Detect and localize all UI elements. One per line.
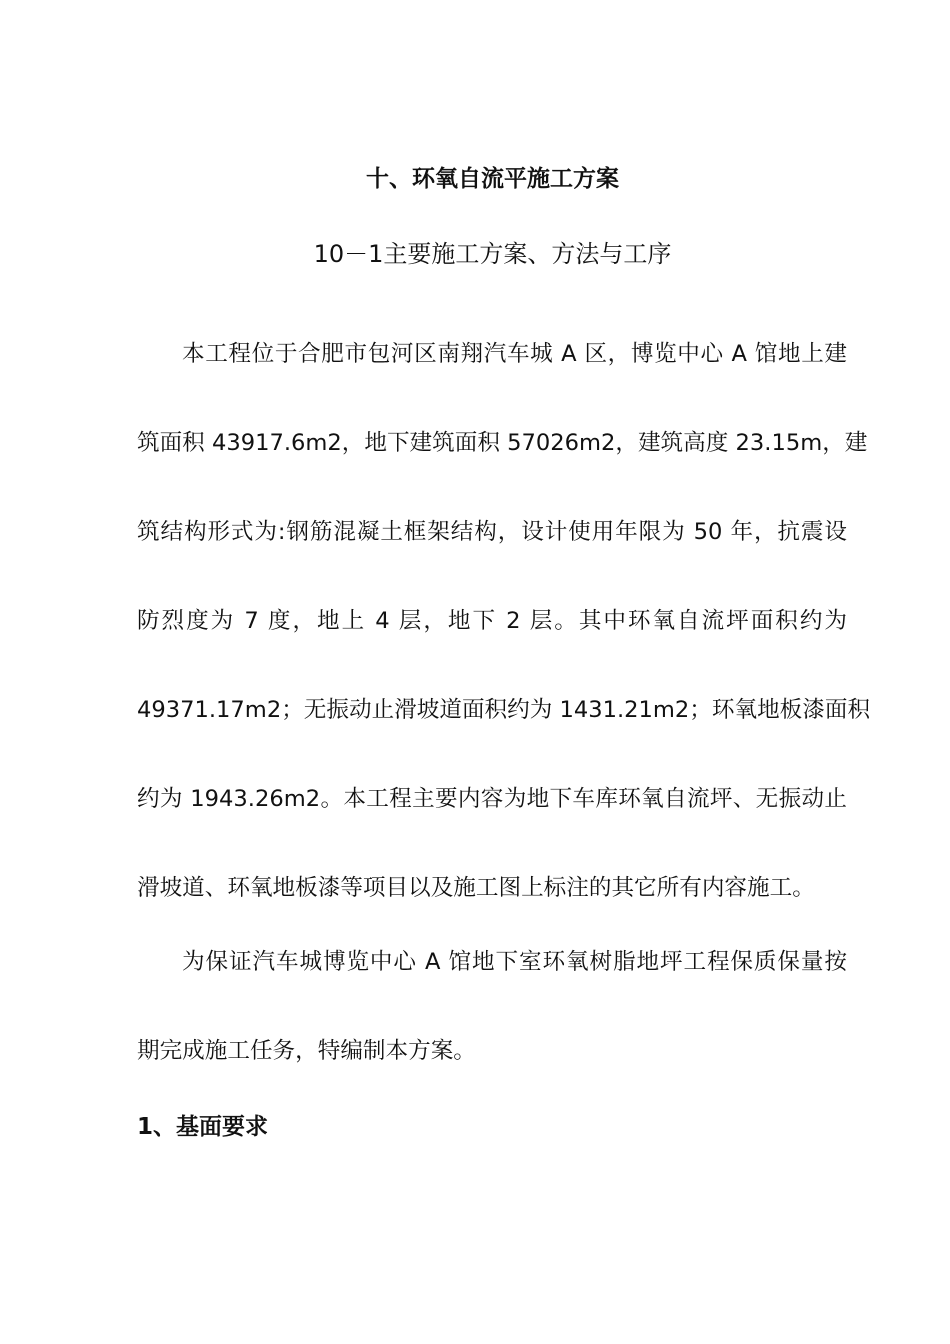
paragraph1-line-1: 本工程位于合肥市包河区南翔汽车城 A 区，博览中心 A 馆地上建 (182, 341, 847, 367)
paragraph1-line-7: 滑坡道、环氧地板漆等项目以及施工图上标注的其它所有内容施工。 (137, 875, 815, 901)
paragraph1-line-2: 筑面积 43917.6m2，地下建筑面积 57026m2，建筑高度 23.15m，建 (137, 430, 868, 456)
paragraph1-line-5: 49371.17m2；无振动止滑坡道面积约为 1431.21m2；环氧地板漆面积 (137, 697, 871, 723)
paragraph1-line-4: 防烈度为 7 度，地上 4 层，地下 2 层。其中环氧自流坪面积约为 (137, 608, 847, 634)
section-heading: 1、基面要求 (137, 1114, 269, 1140)
paragraph1-line-6: 约为 1943.26m2。本工程主要内容为地下车库环氧自流坪、无振动止 (137, 786, 847, 812)
document-title: 十、环氧自流平施工方案 (366, 166, 619, 192)
paragraph2-line-2: 期完成施工任务，特编制本方案。 (137, 1038, 476, 1064)
document-subtitle: 10－1主要施工方案、方法与工序 (313, 240, 672, 268)
paragraph1-line-3: 筑结构形式为:钢筋混凝土框架结构，设计使用年限为 50 年，抗震设 (137, 519, 847, 545)
paragraph2-line-1: 为保证汽车城博览中心 A 馆地下室环氧树脂地坪工程保质保量按 (182, 949, 847, 975)
